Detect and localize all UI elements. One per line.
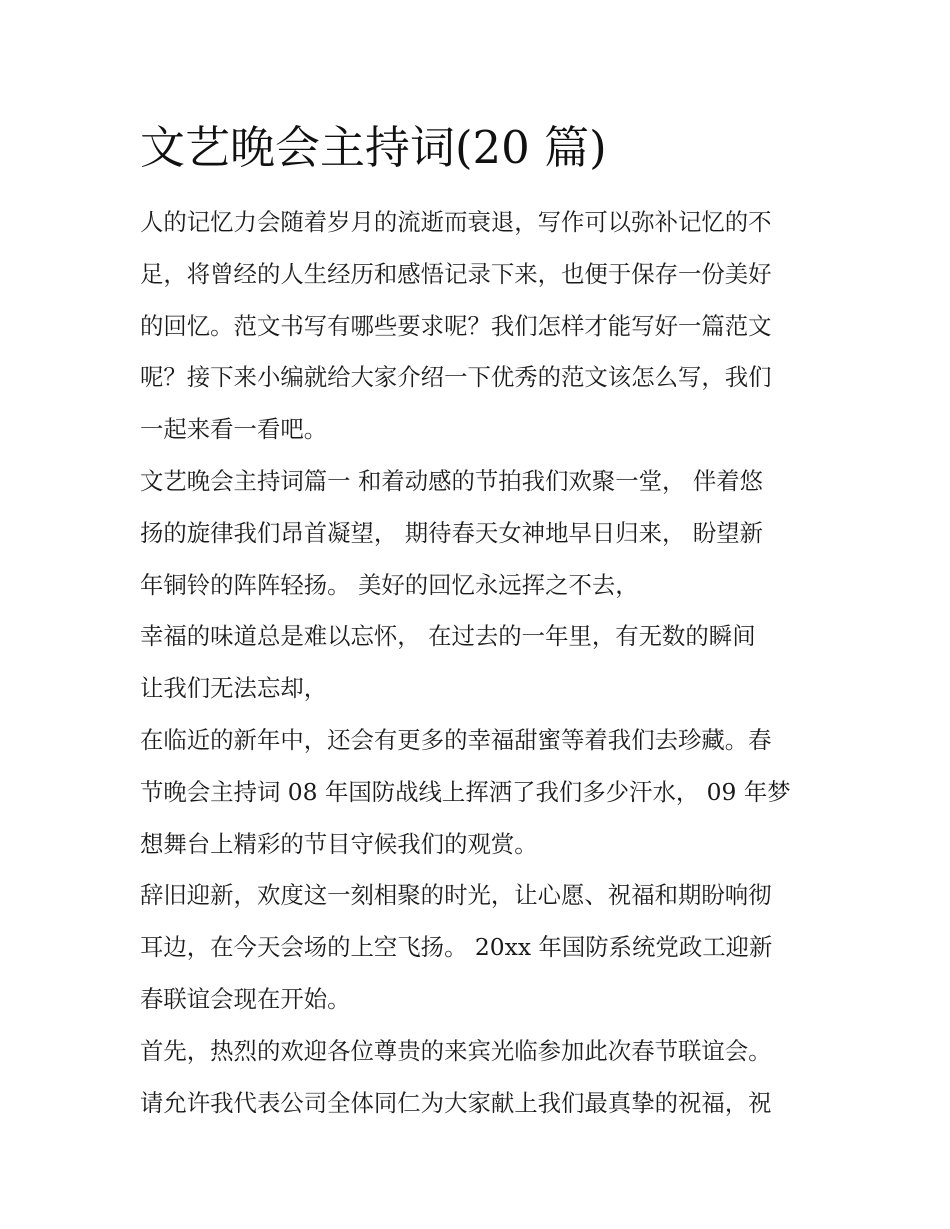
text-line: 节晚会主持词 08 年国防战线上挥洒了我们多少汗水， 09 年梦 (140, 777, 791, 806)
text-line: 人的记忆力会随着岁月的流逝而衰退，写作可以弥补记忆的不 (140, 208, 772, 236)
text-line: 请允许我代表公司全体同仁为大家献上我们最真挚的祝福，祝 (140, 1088, 772, 1117)
document-title: 文艺晚会主持词(20 篇) (140, 121, 607, 174)
text-line: 呢？接下来小编就给大家介绍一下优秀的范文该怎么写，我们 (140, 363, 772, 392)
text-line: 一起来看一看吧。 (140, 415, 328, 444)
text-line: 首先，热烈的欢迎各位尊贵的来宾光临参加此次春节联谊会。 (140, 1036, 772, 1065)
text-line: 想舞台上精彩的节目守候我们的观赏。 (140, 829, 538, 858)
text-line: 春联谊会现在开始。 (140, 984, 351, 1013)
text-line: 年铜铃的阵阵轻扬。 美好的回忆永远挥之不去， (140, 570, 639, 599)
text-line: 的回忆。范文书写有哪些要求呢？我们怎样才能写好一篇范文 (140, 311, 772, 340)
text-line: 耳边，在今天会场的上空飞扬。 20xx 年国防系统党政工迎新 (140, 933, 773, 962)
text-line: 足，将曾经的人生经历和感悟记录下来，也便于保存一份美好 (140, 259, 772, 288)
text-line: 辞旧迎新，欢度这一刻相聚的时光，让心愿、祝福和期盼响彻 (140, 881, 772, 910)
text-line: 扬的旋律我们昂首凝望， 期待春天女神地早日归来， 盼望新 (140, 518, 764, 547)
text-line: 文艺晚会主持词篇一 和着动感的节拍我们欢聚一堂， 伴着悠 (140, 466, 764, 495)
text-line: 让我们无法忘却， (140, 674, 328, 703)
document-body (140, 197, 830, 1129)
text-line: 在临近的新年中，还会有更多的幸福甜蜜等着我们去珍藏。春 (140, 725, 772, 754)
text-line: 幸福的味道总是难以忘怀， 在过去的一年里，有无数的瞬间 (140, 622, 756, 651)
